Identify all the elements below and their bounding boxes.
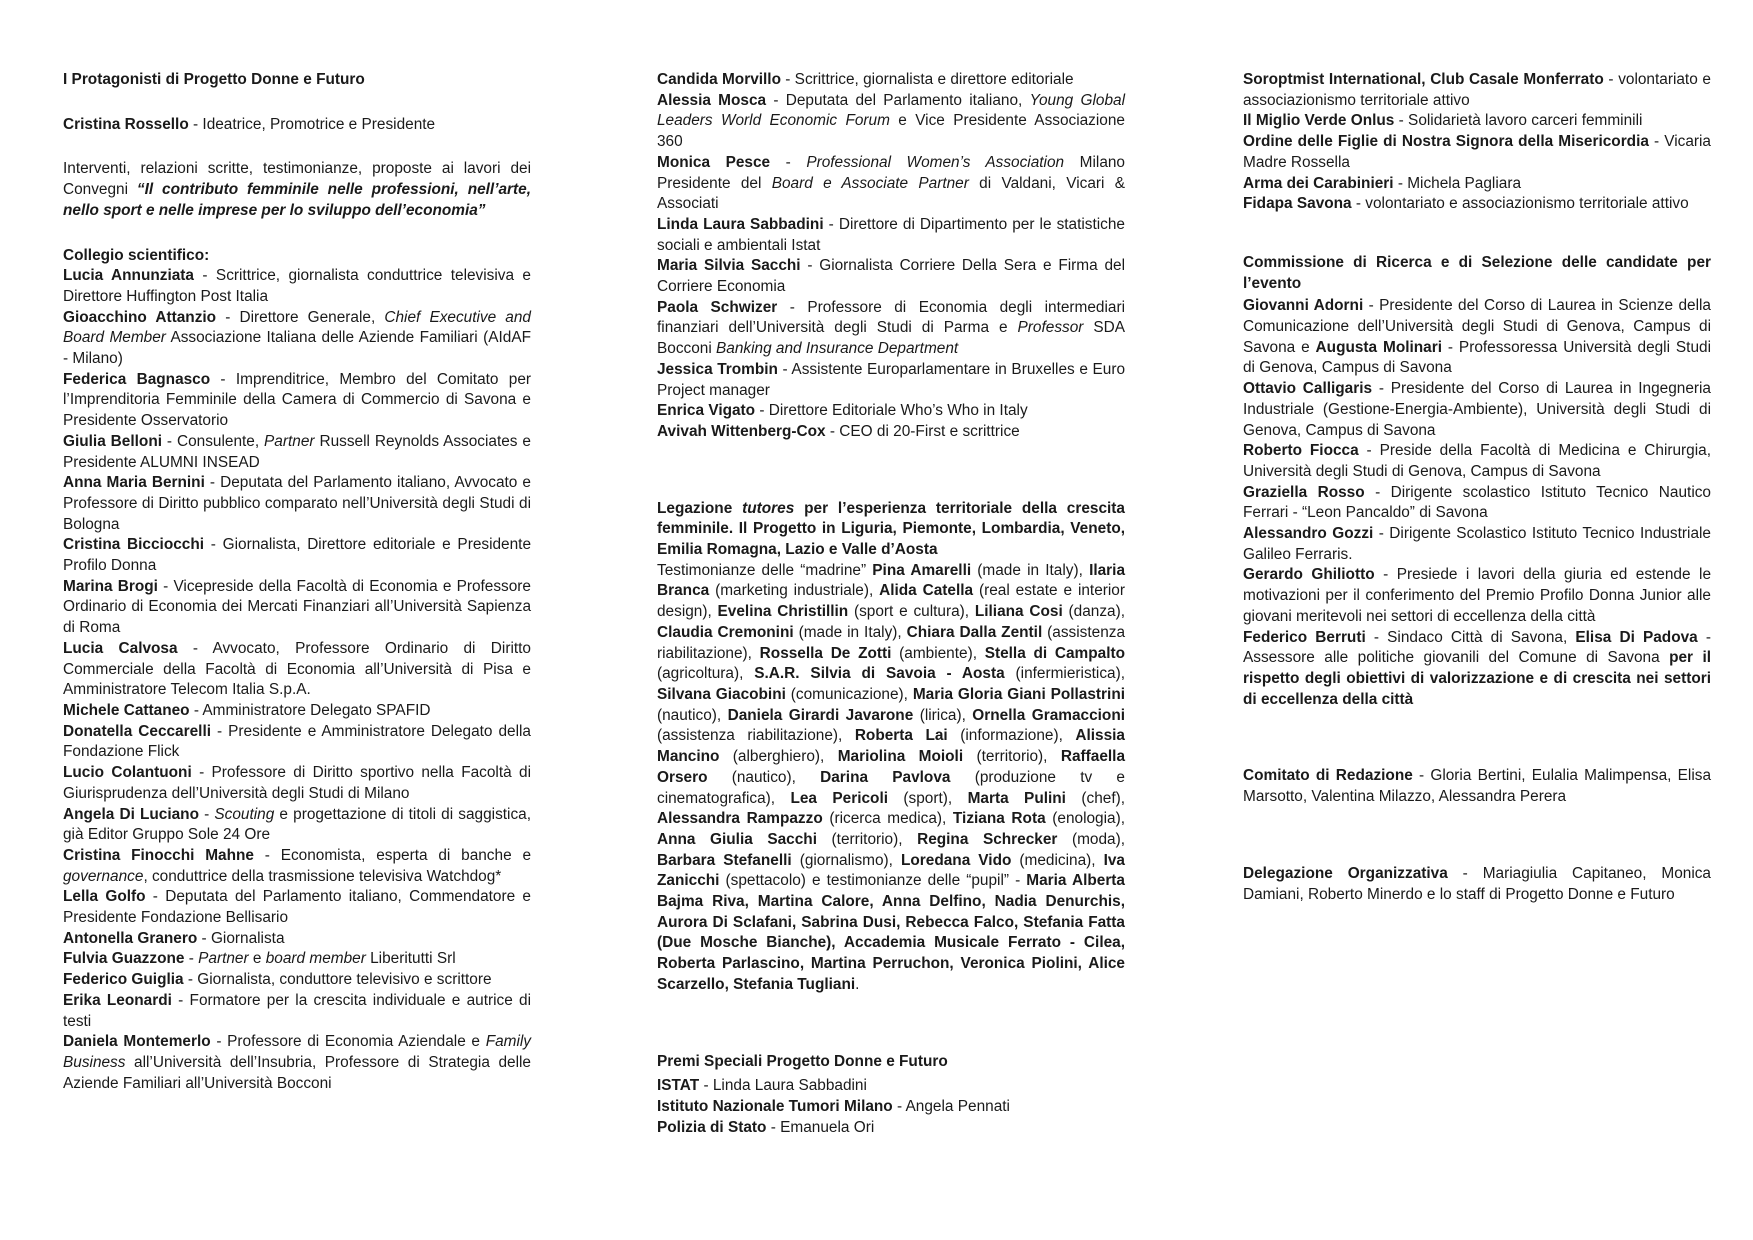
- bold-text: Raffaella Orsero: [657, 748, 1125, 786]
- body-text: - Presidente del Corso di Laurea in Scienze della Comunicazione dell’Università degli Studi di Genova, Campus di Savona e: [1243, 297, 1711, 356]
- body-text: (nautico),: [657, 706, 728, 724]
- collegio-entry: [63, 639, 531, 701]
- body-text: - Direttore di Dipartimento per le statistiche sociali e ambientali Istat: [657, 215, 1125, 254]
- collegio-entry: [63, 701, 531, 722]
- bold-text: Daniela Montemerlo: [63, 1033, 211, 1051]
- bold-text: Avivah Wittenberg-Cox: [657, 422, 826, 440]
- collegio-heading: Collegio scientifico:: [63, 246, 210, 264]
- body-text: (chef),: [1065, 789, 1125, 807]
- body-text: - Mariagiulia Capitaneo, Monica Damiani, Roberto Minerdo e lo staff di Progetto Donne e Futuro: [1243, 864, 1711, 903]
- commissione-entry: [1243, 441, 1711, 482]
- italic-text: Chief Executive and Board Member: [63, 308, 531, 347]
- body-text: SDA Bocconi: [657, 319, 1126, 358]
- italic-text: governance: [63, 867, 144, 885]
- document-title: I Protagonisti di Progetto Donne e Futuro: [63, 71, 365, 88]
- collegio-list: [63, 266, 531, 1094]
- bold-text: Donatella Ceccarelli: [63, 722, 211, 740]
- body-text: (sport e cultura),: [848, 603, 975, 621]
- body-text: - Emanuela Ori: [766, 1118, 875, 1136]
- collegio-entry: [63, 929, 531, 950]
- column-middle: [657, 70, 1125, 1138]
- body-text: (made in Italy),: [971, 561, 1090, 579]
- body-text: (ambiente),: [891, 644, 985, 662]
- collegio-entry: [63, 370, 531, 432]
- bold-text: Stella di Campalto: [984, 644, 1125, 662]
- bold-text: Jessica Trombin: [657, 360, 778, 378]
- collegio-entry: [63, 266, 531, 307]
- bold-text: Liliana Cosi: [974, 603, 1063, 621]
- commissione-entry: [1243, 628, 1711, 711]
- body-text: - Vicaria Madre Rossella: [1243, 133, 1711, 171]
- bold-text: Graziella Rosso: [1243, 483, 1365, 501]
- body-text: Testimonianze delle “madrine”: [657, 561, 873, 579]
- collegio-entry: [63, 763, 531, 804]
- body-text: - Professoressa Università degli Studi di Genova, Campus di Savona: [1243, 338, 1711, 377]
- italic-text: Family Business: [63, 1033, 532, 1071]
- collegio-entry: [63, 846, 531, 887]
- bold-text: Polizia di Stato: [657, 1118, 767, 1136]
- body-text: (spettacolo) e testimonianze delle “pupil” -: [719, 872, 1027, 890]
- body-text: - Direttore Editoriale Who’s Who in Italy: [755, 402, 1028, 420]
- bold-text: Delegazione Organizzativa: [1243, 864, 1448, 882]
- collegio-entry: [657, 256, 1125, 297]
- collegio-entry: [657, 70, 1125, 91]
- body-text: (ricerca medica),: [822, 810, 953, 828]
- collegio-entry: [657, 422, 1125, 443]
- body-text: - Avvocato, Professore Ordinario di Diritto Commerciale della Facoltà di Economia all’Università di Pisa e Amministratore Telecom Italia S.p.A.: [63, 639, 531, 699]
- commissione-entry: [1243, 296, 1711, 379]
- body-text: - Deputata del Parlamento italiano, Commendatore e Presidente Fondazione Bellisario: [63, 888, 531, 927]
- bold-text: Antonella Granero: [63, 929, 198, 947]
- bold-text: Evelina Christillin: [717, 603, 849, 621]
- bold-text: Rossella De Zotti: [759, 644, 892, 662]
- body-text: - Professore di Economia degli intermediari finanziari dell’Università degli Studi di Parma e: [657, 298, 1125, 337]
- body-text: Liberitutti Srl: [365, 950, 456, 968]
- body-text: -: [198, 805, 215, 823]
- bold-text: Maria Gloria Giani Pollastrini: [912, 685, 1125, 703]
- bold-text: per l’esperienza territoriale della crescita femminile. Il Progetto in Liguria, Piemonte, Lombardia, Veneto, Emilia Romagna, Lazio e Valle d’Aosta: [657, 499, 1125, 559]
- bold-text: Barbara Stefanelli: [657, 851, 792, 869]
- body-text: (informazione),: [947, 727, 1076, 745]
- body-text: (agricoltura),: [657, 665, 755, 683]
- body-text: - volontariato e associazionismo territoriale attivo: [1351, 195, 1689, 213]
- body-text: Milano Presidente del: [657, 153, 1125, 192]
- body-text: (comunicazione),: [785, 685, 913, 703]
- bold-text: Claudia Cremonini: [657, 623, 794, 641]
- body-text: , conduttrice della trasmissione televisiva Watchdog*: [143, 867, 502, 885]
- bold-text: ISTAT: [657, 1077, 700, 1095]
- body-text: - Scrittrice, giornalista conduttrice televisiva e Direttore Huffington Post Italia: [63, 267, 531, 305]
- premio-entry: [657, 1076, 1125, 1097]
- collegio-entry: [657, 91, 1125, 153]
- collegio-entry: [657, 215, 1125, 256]
- legazione-heading: [657, 499, 1125, 561]
- bold-text: Gioacchino Attanzio: [63, 308, 217, 326]
- comitato-redazione: [1243, 766, 1711, 807]
- bold-text: Federico Berruti: [1243, 628, 1366, 646]
- body-text: all’Università dell’Insubria, Professore di Strategia delle Aziende Familiari all’Università Bocconi: [63, 1053, 531, 1092]
- premio-entry: [1243, 111, 1711, 132]
- premio-entry: [657, 1097, 1125, 1118]
- bold-text: Erika Leonardi: [63, 991, 172, 1009]
- body-text: Russell Reynolds Associates e Presidente ALUMNI INSEAD: [63, 432, 531, 471]
- collegio-entry: [657, 298, 1125, 360]
- collegio-entry: [63, 1032, 531, 1094]
- body-text: (medicina),: [1011, 851, 1104, 869]
- collegio-entry: [63, 887, 531, 928]
- bold-text: Roberta Lai: [854, 727, 948, 745]
- commissione-list: [1243, 296, 1711, 710]
- body-text: - Presidente del Corso di Laurea in Ingegneria Industriale (Gestione-Energia-Ambiente), Università degli Studi di Genova, Campus di Savona: [1243, 380, 1711, 439]
- bold-text: Tiziana Rota: [952, 810, 1046, 828]
- intro-text: Interventi, relazioni scritte, testimonianze, proposte ai lavori dei Convegni: [63, 160, 531, 199]
- body-text: - Deputata del Parlamento italiano,: [766, 91, 1030, 109]
- bold-text: Il Miglio Verde Onlus: [1243, 112, 1395, 130]
- body-text: Associazione Italiana delle Aziende Familiari (AIdAF - Milano): [63, 329, 531, 368]
- body-text: - Professore di Diritto sportivo nella Facoltà di Giurisprudenza dell’Università degli Studi di Milano: [63, 764, 531, 802]
- bold-text: Iva Zanicchi: [657, 851, 1125, 890]
- body-text: (assistenza riabilitazione),: [657, 623, 1126, 662]
- body-text: - Preside della Facoltà di Medicina e Chirurgia, Università degli Studi di Genova, Campus di Savona: [1243, 442, 1711, 480]
- collegio-entry: [657, 153, 1125, 215]
- bold-text: Anna Giulia Sacchi: [657, 830, 817, 848]
- italic-text: Professional Women’s Association: [806, 153, 1065, 171]
- body-text: - Gloria Bertini, Eulalia Malimpensa, Elisa Marsotto, Valentina Milazzo, Alessandra Perera: [1243, 767, 1711, 806]
- collegio-entry: [63, 722, 531, 763]
- body-text: e progettazione di titoli di saggistica, già Editor Gruppo Sole 24 Ore: [63, 805, 531, 844]
- body-text: - Assistente Europarlamentare in Bruxelles e Euro Project manager: [657, 360, 1125, 399]
- body-text: - Giornalista, Direttore editoriale e Presidente Profilo Donna: [63, 536, 532, 575]
- collegio-entry: [63, 805, 531, 846]
- body-text: - Michela Pagliara: [1393, 174, 1522, 192]
- bold-text: Alessandro Gozzi: [1243, 525, 1374, 543]
- bold-text: Mariolina Moioli: [837, 748, 964, 766]
- bold-text: Anna Maria Bernini: [63, 474, 205, 492]
- bold-text: Cristina Finocchi Mahne: [63, 846, 254, 864]
- body-text: - Vicepreside della Facoltà di Economia e Professore Ordinario di Economia dei Mercati Finanziari all’Università Sapienza di Roma: [63, 577, 531, 637]
- body-text: (produzione tv e cinematografica),: [657, 768, 1125, 807]
- bold-text: Marina Brogi: [63, 577, 158, 595]
- body-text: e: [248, 950, 266, 968]
- body-text: - Scrittrice, giornalista e direttore editoriale: [781, 71, 1074, 88]
- premi-continued-list: [1243, 70, 1711, 215]
- body-text: (territorio),: [963, 748, 1061, 766]
- italic-text: Professor: [1017, 319, 1084, 337]
- body-text: (marketing industriale),: [709, 582, 880, 600]
- collegio-entry: [63, 991, 531, 1032]
- bold-text: Elisa Di Padova: [1575, 628, 1698, 646]
- bold-text: Linda Laura Sabbadini: [657, 215, 824, 233]
- body-text: - Consulente,: [162, 432, 265, 450]
- body-text: (moda),: [1057, 830, 1125, 848]
- bold-text: Alessia Mosca: [657, 91, 767, 109]
- bold-text: Monica Pesce: [657, 153, 771, 171]
- bold-text: Federico Guiglia: [63, 971, 184, 989]
- body-text: -: [770, 153, 807, 171]
- bold-text: Giovanni Adorni: [1243, 297, 1364, 315]
- premio-entry: [1243, 194, 1711, 215]
- bold-text: tutores: [742, 499, 795, 517]
- bold-text: Loredana Vido: [900, 851, 1012, 869]
- bold-text: Alessandra Rampazzo: [657, 810, 823, 828]
- premio-entry: [1243, 70, 1711, 111]
- italic-text: Partner: [198, 950, 249, 968]
- body-text: - Economista, esperta di banche e: [253, 846, 531, 864]
- body-text: (made in Italy),: [793, 623, 907, 641]
- bold-text: Alissia Mancino: [657, 727, 1125, 766]
- bold-text: Lucia Annunziata: [63, 267, 194, 285]
- bold-text: Pina Amarelli: [872, 561, 972, 579]
- bold-text: Ornella Gramaccioni: [972, 706, 1125, 724]
- bold-text: Arma dei Carabinieri: [1243, 174, 1394, 192]
- bold-text: Roberto Fiocca: [1243, 442, 1359, 460]
- bold-text: Lea Pericoli: [790, 789, 889, 807]
- bold-text: S.A.R. Silvia di Savoia - Aosta: [754, 665, 1005, 683]
- bold-text: Ilaria Branca: [657, 561, 1125, 600]
- bold-text: per il rispetto degli obiettivi di valorizzazione e di crescita nei settori di eccellenza della città: [1243, 649, 1712, 708]
- body-text: - Presiede i lavori della giuria ed estende le motivazioni per il conferimento del Premio Profilo Donna Junior alle giovani meritevoli nei settori di eccellenza della città: [1243, 566, 1712, 625]
- body-text: - Dirigente scolastico Istituto Tecnico Nautico Ferrari - “Leon Pancaldo” di Savona: [1243, 483, 1711, 522]
- commissione-entry: [1243, 524, 1711, 565]
- body-text: - Linda Laura Sabbadini: [699, 1077, 867, 1095]
- collegio-entry: [63, 308, 531, 370]
- body-text: - Assessore alle politiche giovanili del Comune di Savona: [1243, 628, 1711, 667]
- bold-text: Enrica Vigato: [657, 402, 756, 420]
- bold-text: Maria Silvia Sacchi: [657, 257, 801, 275]
- body-text: (danza),: [1062, 603, 1125, 621]
- bold-text: Ordine delle Figlie di Nostra Signora della Misericordia: [1243, 133, 1649, 151]
- delegazione-organizzativa: [1243, 864, 1711, 905]
- column-right: [1243, 70, 1711, 905]
- bold-text: Silvana Giacobini: [657, 685, 786, 703]
- bold-text: Candida Morvillo: [657, 71, 781, 88]
- commissione-heading: Commissione di Ricerca e di Selezione delle candidate per l’evento: [1243, 253, 1711, 292]
- commissione-entry: [1243, 379, 1711, 441]
- commissione-entry: [1243, 565, 1711, 627]
- collegio-entry: [63, 949, 531, 970]
- body-text: (infermieristica),: [1004, 665, 1125, 683]
- body-text: - Imprenditrice, Membro del Comitato per l’Imprenditoria Femminile della Camera di Commercio di Savona e Presidente Osservatorio: [63, 370, 532, 430]
- italic-text: board member: [265, 950, 366, 968]
- body-text: - Deputata del Parlamento italiano, Avvocato e Professore di Diritto pubblico comparato nell’Università degli Studi di Bologna: [63, 474, 531, 533]
- premio-entry: [1243, 174, 1711, 195]
- column-left: [63, 70, 531, 1094]
- collegio-entry: [657, 360, 1125, 401]
- body-text: (alberghiero),: [719, 748, 838, 766]
- body-text: (territorio),: [816, 830, 918, 848]
- collegio-entry: [63, 535, 531, 576]
- bold-text: Darina Pavlova: [820, 768, 951, 786]
- president-line: [63, 115, 531, 136]
- italic-text: Young Global Leaders World Economic Forum: [657, 91, 1125, 130]
- body-text: -: [184, 950, 199, 968]
- intro-quote: “Il contributo femminile nelle professioni, nell’arte, nello sport e nelle imprese per lo sviluppo dell’economia”: [63, 181, 531, 219]
- body-text: - Presidente e Amministratore Delegato della Fondazione Flick: [63, 722, 531, 761]
- body-text: (nautico),: [707, 768, 821, 786]
- body-text: .: [855, 975, 860, 993]
- body-text: - Giornalista Corriere Della Sera e Firma del Corriere Economia: [657, 257, 1125, 296]
- body-text: - CEO di 20-First e scrittrice: [825, 422, 1020, 440]
- bold-text: Paola Schwizer: [657, 298, 778, 316]
- body-text: - Amministratore Delegato SPAFID: [189, 701, 431, 719]
- president-name: Cristina Rossello: [63, 115, 189, 133]
- bold-text: Lucia Calvosa: [63, 639, 178, 657]
- premio-entry: [657, 1118, 1125, 1139]
- body-text: - Formatore per la crescita individuale e autrice di testi: [63, 991, 532, 1030]
- body-text: (enologia),: [1045, 810, 1125, 828]
- bold-text: Istituto Nazionale Tumori Milano: [657, 1097, 893, 1115]
- bold-text: Federica Bagnasco: [63, 370, 211, 388]
- bold-text: Fulvia Guazzone: [63, 950, 185, 968]
- president-role: - Ideatrice, Promotrice e Presidente: [188, 115, 436, 133]
- collegio-continued-list: [657, 70, 1125, 443]
- bold-text: Gerardo Ghiliotto: [1243, 566, 1375, 584]
- bold-text: Giulia Belloni: [63, 432, 162, 450]
- intro-paragraph: [63, 159, 531, 221]
- collegio-entry: [63, 970, 531, 991]
- body-text: (assistenza riabilitazione),: [657, 727, 855, 745]
- premi-heading: Premi Speciali Progetto Donne e Futuro: [657, 1052, 948, 1070]
- bold-text: Augusta Molinari: [1315, 338, 1443, 356]
- body-text: (sport),: [888, 789, 968, 807]
- bold-text: Michele Cattaneo: [63, 701, 190, 719]
- body-text: di Valdani, Vicari & Associati: [657, 174, 1125, 213]
- body-text: - Sindaco Città di Savona,: [1365, 628, 1576, 646]
- body-text: - Angela Pennati: [892, 1097, 1010, 1115]
- commissione-entry: [1243, 483, 1711, 524]
- body-text: - Giornalista, conduttore televisivo e scrittore: [183, 971, 492, 989]
- bold-text: Cristina Bicciocchi: [63, 536, 205, 554]
- bold-text: Marta Pulini: [967, 789, 1066, 807]
- bold-text: Legazione: [657, 499, 743, 517]
- bold-text: Lella Golfo: [63, 888, 146, 906]
- italic-text: Banking and Insurance Department: [716, 340, 959, 358]
- bold-text: Comitato di Redazione: [1243, 767, 1413, 785]
- italic-text: Partner: [264, 432, 315, 450]
- body-text: - Direttore Generale,: [216, 308, 385, 326]
- bold-text: Daniela Girardi Javarone: [727, 706, 914, 724]
- premio-entry: [1243, 132, 1711, 173]
- body-text: - Giornalista: [197, 929, 285, 947]
- collegio-entry: [63, 473, 531, 535]
- legazione-body: [657, 561, 1125, 996]
- bold-text: Ottavio Calligaris: [1243, 380, 1373, 398]
- body-text: - Solidarietà lavoro carceri femminili: [1394, 112, 1643, 130]
- body-text: - Dirigente Scolastico Istituto Tecnico Industriale Galileo Ferraris.: [1243, 525, 1711, 563]
- collegio-entry: [63, 577, 531, 639]
- premi-list: [657, 1076, 1125, 1138]
- body-text: (giornalismo),: [791, 851, 901, 869]
- bold-text: Fidapa Savona: [1243, 195, 1352, 213]
- bold-text: Soroptmist International, Club Casale Monferrato: [1243, 71, 1604, 88]
- body-text: - Professore di Economia Aziendale e: [210, 1033, 486, 1051]
- bold-text: Chiara Dalla Zentil: [906, 623, 1043, 641]
- bold-text: Alida Catella: [879, 582, 974, 600]
- body-text: e Vice Presidente Associazione 360: [657, 112, 1125, 151]
- bold-text: Angela Di Luciano: [63, 805, 199, 823]
- italic-text: Scouting: [214, 805, 275, 823]
- collegio-entry: [63, 432, 531, 473]
- bold-text: Maria Alberta Bajma Riva, Martina Calore, Anna Delfino, Nadia Denurchis, Aurora Di Sclafani, Sabrina Dusi, Rebecca Falco, Stefania Fatta (Due Mosche Bianche), Accademia Musicale Ferrato - Cilea, Roberta Parlascino, Martina Perruchon, Veronica Piolini, Alice Scarzello, Stefania Tugliani: [657, 872, 1125, 993]
- body-text: - volontariato e associazionismo territoriale attivo: [1243, 71, 1711, 109]
- body-text: (real estate e interior design),: [657, 582, 1125, 621]
- bold-text: Lucio Colantuoni: [63, 764, 192, 782]
- body-text: (lirica),: [913, 706, 973, 724]
- collegio-entry: [657, 401, 1125, 422]
- bold-text: Regina Schrecker: [917, 830, 1058, 848]
- italic-text: Board e Associate Partner: [771, 174, 969, 192]
